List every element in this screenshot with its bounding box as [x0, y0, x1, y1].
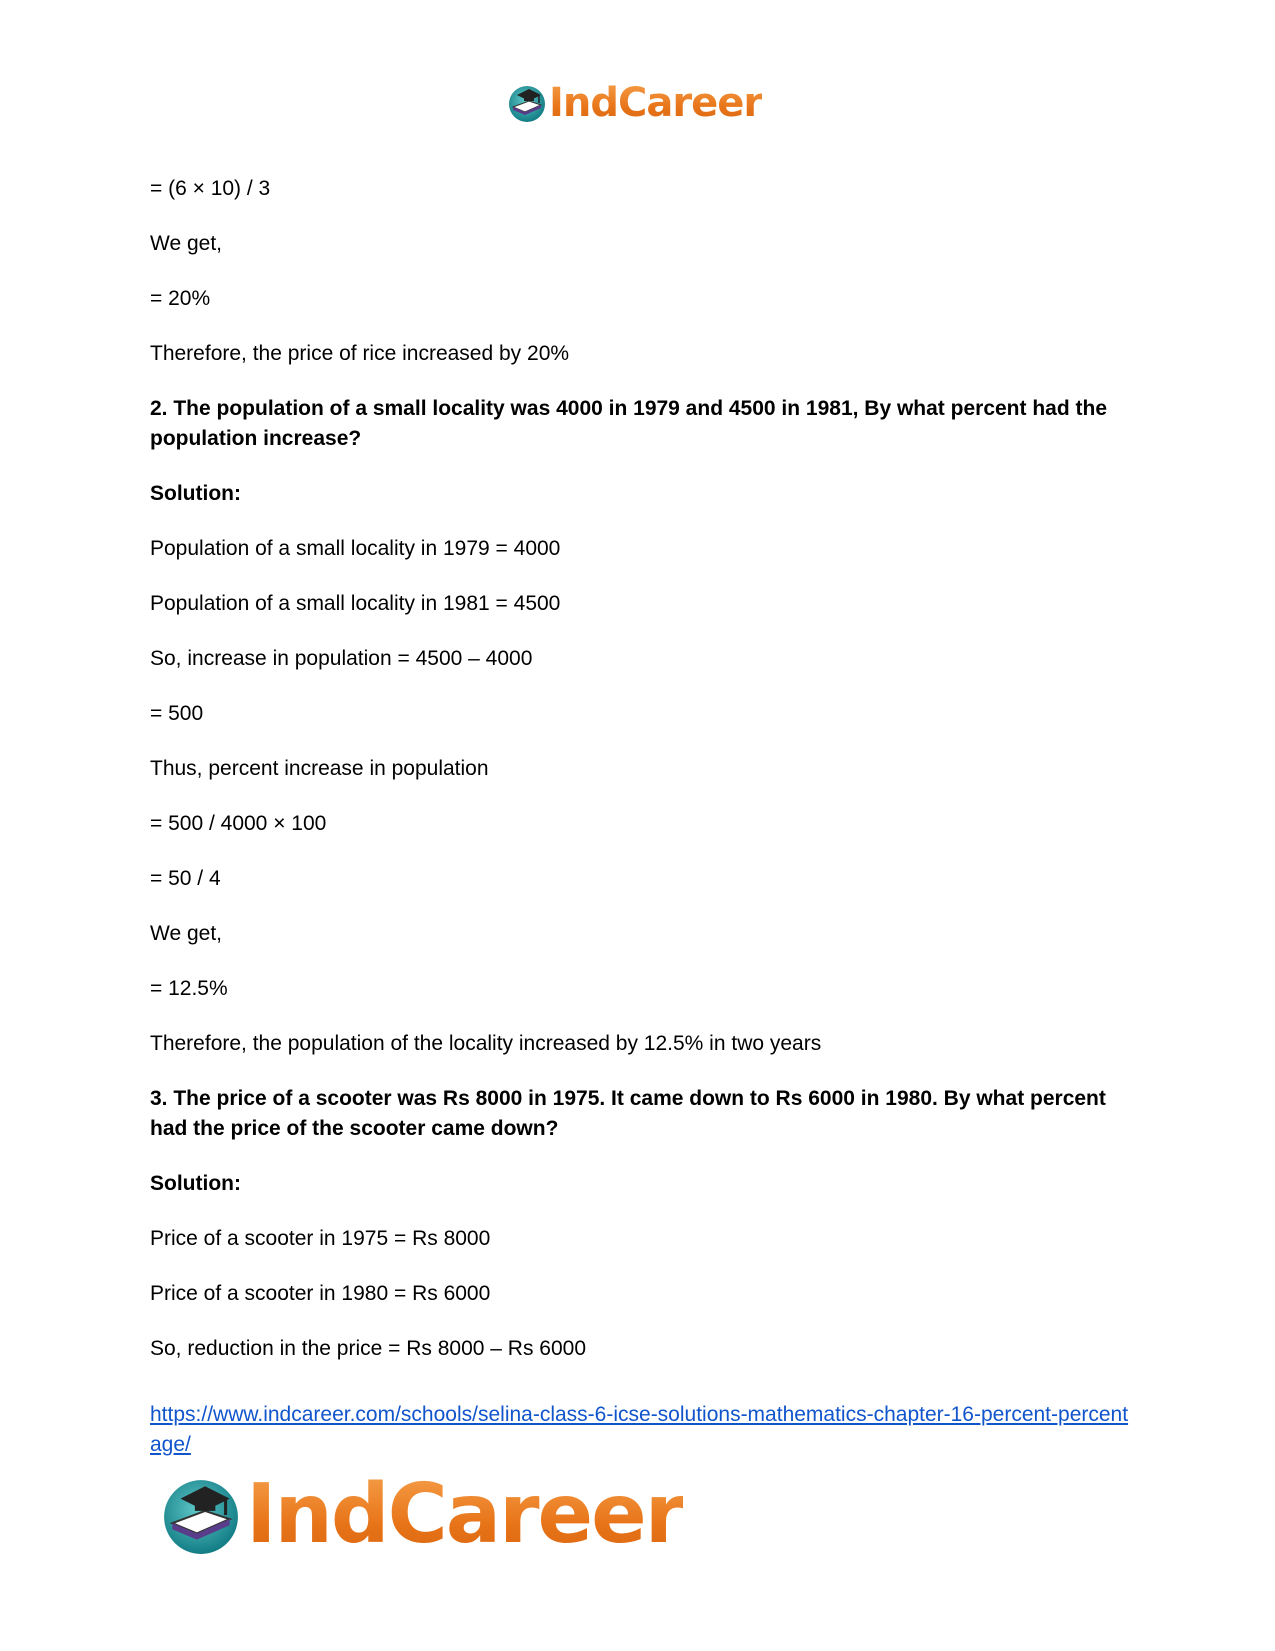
graduation-cap-book-globe-icon [160, 1474, 242, 1556]
equation-line: = 500 / 4000 × 100 [150, 812, 327, 835]
solution-heading: Solution: [150, 482, 241, 505]
footer-logo [160, 1467, 684, 1562]
conclusion-line: Therefore, the population of the locality increased by 12.5% in two years [150, 1032, 822, 1055]
equation-line: = 500 [150, 702, 204, 725]
logo-wordmark: IndCareer [246, 1467, 684, 1562]
logo-wordmark: IndCareer [549, 80, 763, 126]
source-link[interactable]: https://www.indcareer.com/schools/selina-class-6-icse-solutions-mathematics-chapter-16-percent-percentage/ [150, 1403, 1129, 1456]
text-line: Thus, percent increase in population [150, 757, 489, 780]
document-body [150, 174, 1130, 1389]
text-line: Price of a scooter in 1980 = Rs 6000 [150, 1282, 491, 1305]
text-line: We get, [150, 232, 222, 255]
equation-line: = (6 × 10) / 3 [150, 177, 271, 200]
text-line: Population of a small locality in 1981 = 4500 [150, 592, 561, 615]
graduation-cap-book-globe-icon [507, 83, 547, 123]
equation-line: = 50 / 4 [150, 867, 221, 890]
text-line: So, reduction in the price = Rs 8000 – Rs 6000 [150, 1337, 587, 1360]
question-3-heading: 3. The price of a scooter was Rs 8000 in 1975. It came down to Rs 6000 in 1980. By what percent had the price of the scooter came down? [150, 1087, 1106, 1140]
question-2-heading: 2. The population of a small locality was 4000 in 1979 and 4500 in 1981, By what percent had the population increase? [150, 397, 1107, 450]
equation-line: = 12.5% [150, 977, 228, 1000]
header-logo [507, 80, 762, 126]
text-line: Price of a scooter in 1975 = Rs 8000 [150, 1227, 491, 1250]
conclusion-line: Therefore, the price of rice increased by 20% [150, 342, 570, 365]
solution-heading: Solution: [150, 1172, 241, 1195]
text-line: We get, [150, 922, 222, 945]
text-line: Population of a small locality in 1979 = 4000 [150, 537, 561, 560]
text-line: So, increase in population = 4500 – 4000 [150, 647, 533, 670]
equation-line: = 20% [150, 287, 211, 310]
